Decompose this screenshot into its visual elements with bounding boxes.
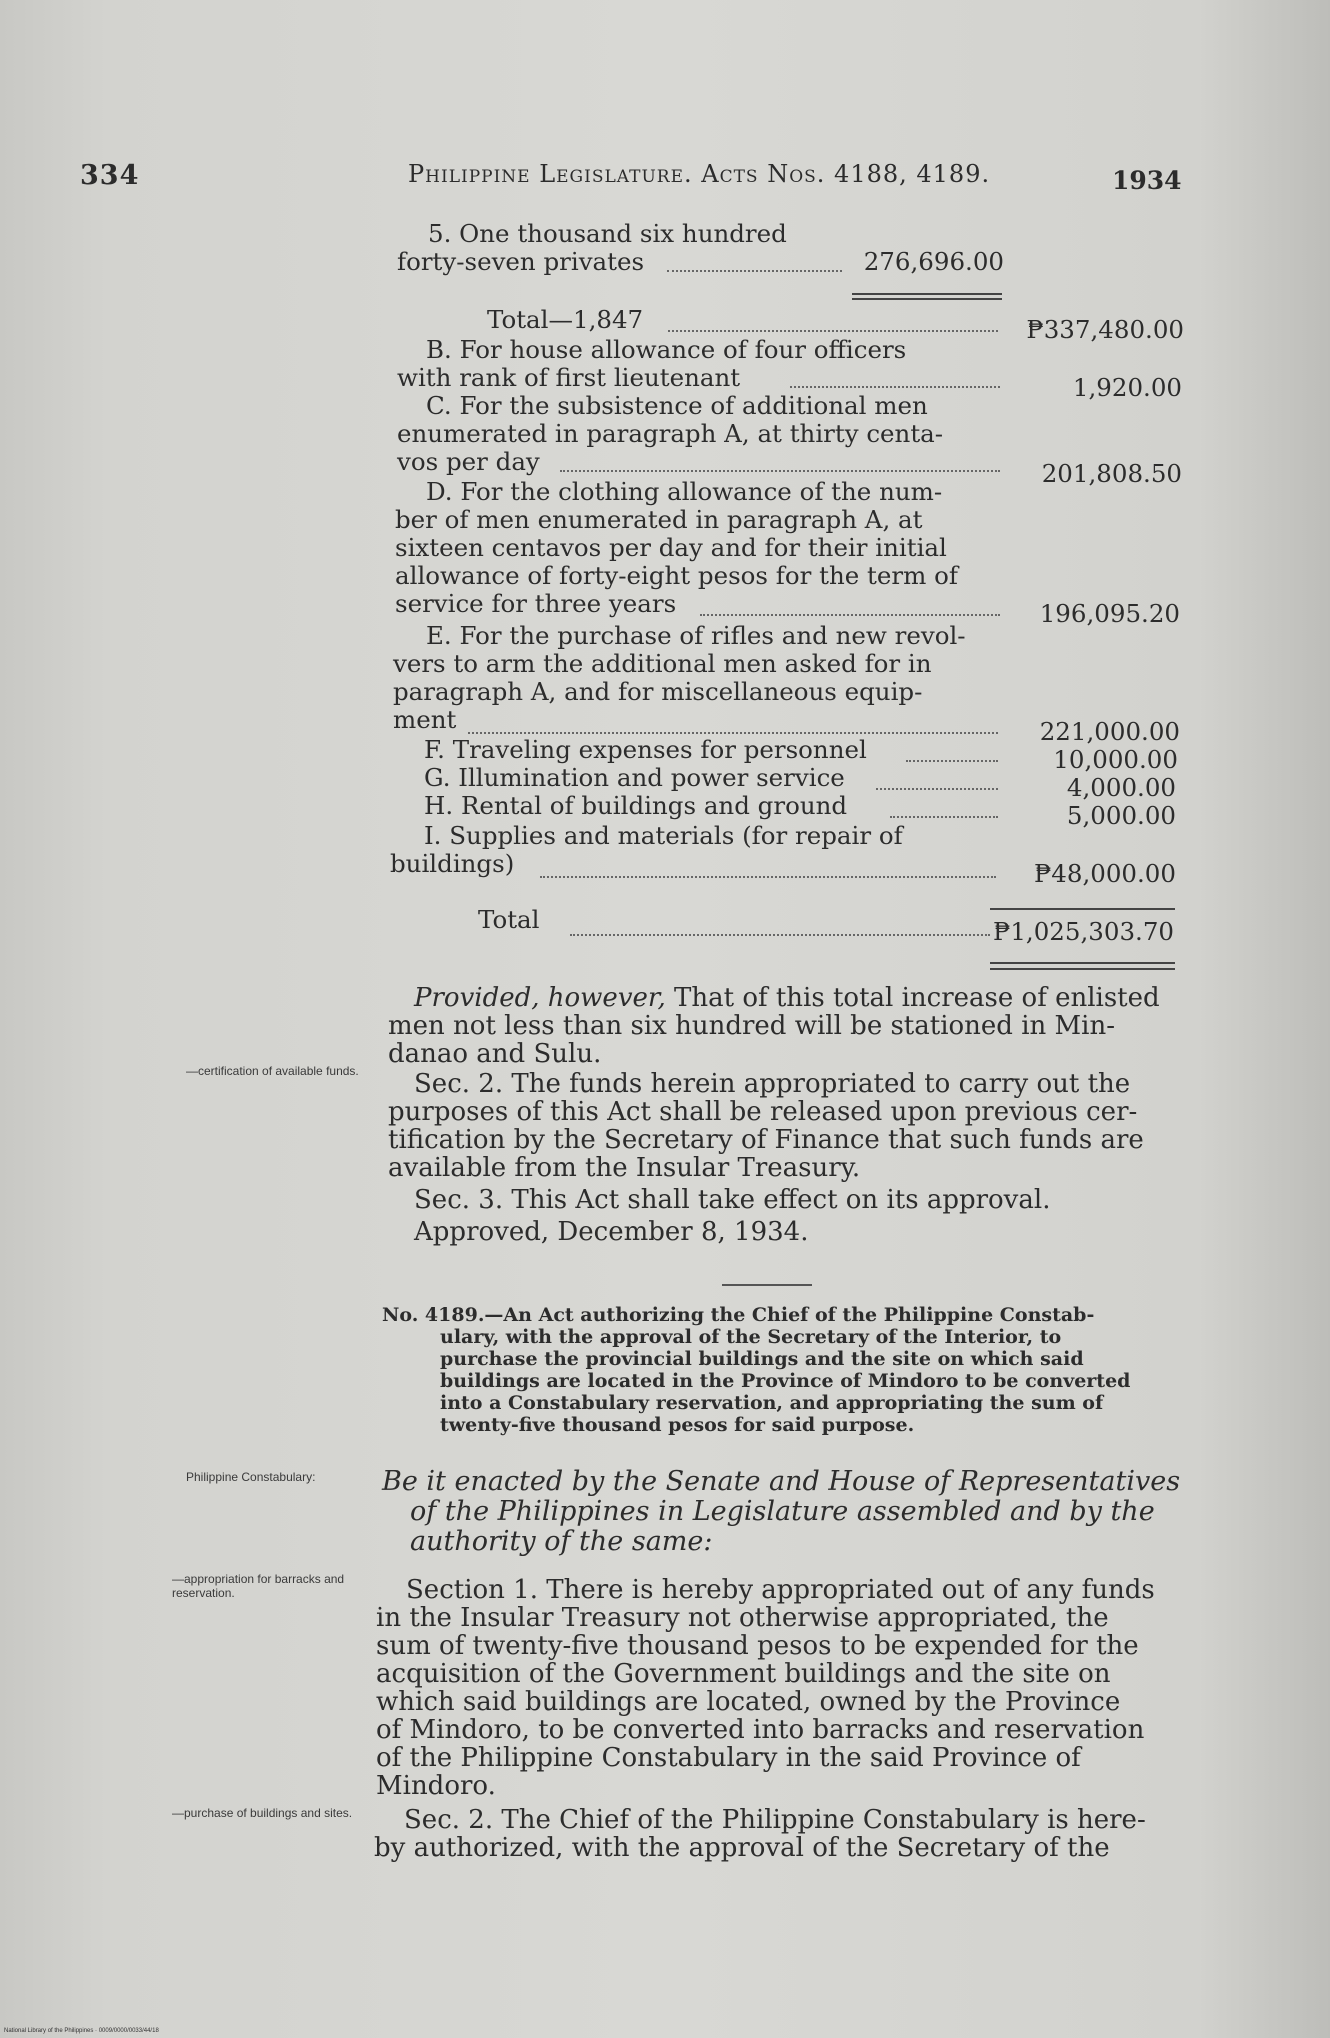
total-1847-label: Total—1,847	[487, 305, 644, 334]
item-i-line1: I. Supplies and materials (for repair of	[424, 821, 903, 850]
leader-dots	[570, 934, 990, 936]
item-f-amount: 10,000.00	[1053, 745, 1178, 774]
leader-dots	[468, 732, 998, 734]
grand-total-label: Total	[478, 905, 540, 934]
act4189-title-line5: into a Constabulary reservation, and appropriating the sum of	[440, 1392, 1104, 1414]
item-5-line2: forty-seven privates	[397, 247, 645, 276]
leader-dots	[668, 330, 998, 332]
item-5-amount: 276,696.00	[863, 247, 1004, 276]
item-c-amount: 201,808.50	[1041, 459, 1182, 488]
item-b-line2: with rank of first lieutenant	[397, 363, 741, 392]
item-e-line4: ment	[393, 705, 457, 734]
proviso-line2: men not less than six hundred will be stationed in Min-	[388, 1011, 1116, 1041]
enacting-clause-line1: Be it enacted by the Senate and House of Representatives	[382, 1466, 1181, 1497]
subtotal-rule	[852, 293, 1002, 295]
item-d-amount: 196,095.20	[1039, 599, 1180, 628]
act4189-title-line2: ulary, with the approval of the Secretary of the Interior, to	[440, 1326, 1062, 1348]
scan-credit: National Library of the Philippines · 0009/0000/0033/44/18	[4, 2028, 159, 2034]
leader-dots	[876, 788, 998, 790]
item-e-amount: 221,000.00	[1039, 717, 1180, 746]
leader-dots	[560, 470, 1000, 472]
item-d-line4: allowance of forty-eight pesos for the term of	[395, 561, 958, 590]
item-d-line2: ber of men enumerated in paragraph A, at	[395, 505, 923, 534]
act4188-sec2-line2: purposes of this Act shall be released upon previous cer-	[388, 1097, 1138, 1127]
margin-note-appropriation: —appropriation for barracks and reservation.	[172, 1572, 345, 1600]
act4189-sec1-line7: of the Philippine Constabulary in the said Province of	[376, 1743, 1081, 1773]
approval-date: Approved, December 8, 1934.	[414, 1217, 809, 1247]
item-i-amount: ₱48,000.00	[1034, 859, 1176, 888]
act4189-title-line1: No. 4189.—An Act authorizing the Chief of the Philippine Constab-	[382, 1304, 1095, 1326]
item-f-line: F. Traveling expenses for personnel	[424, 735, 867, 764]
item-d-line3: sixteen centavos per day and for their initial	[395, 533, 947, 562]
section-divider	[722, 1284, 812, 1286]
leader-dots	[667, 270, 842, 272]
leader-dots	[906, 760, 998, 762]
act4188-sec2-line4: available from the Insular Treasury.	[388, 1153, 861, 1183]
act4189-sec1-line6: of Mindoro, to be converted into barracks and reservation	[376, 1715, 1145, 1745]
item-d-line1: D. For the clothing allowance of the num-	[426, 477, 943, 506]
proviso-line1	[414, 984, 1160, 1012]
total-1847-amount: ₱337,480.00	[1026, 315, 1184, 344]
item-g-line: G. Illumination and power service	[424, 763, 845, 792]
running-title	[408, 160, 990, 188]
proviso-lead: Provided, however,	[414, 983, 666, 1013]
act4189-sec1-line5: which said buildings are located, owned by the Province	[376, 1687, 1121, 1717]
act4189-sec1-line1: Section 1. There is hereby appropriated out of any funds	[406, 1575, 1155, 1605]
margin-note-purchase: —purchase of buildings and sites.	[172, 1806, 353, 1820]
item-d-line5: service for three years	[395, 589, 677, 618]
item-h-line: H. Rental of buildings and ground	[424, 791, 848, 820]
act4189-sec1-line8: Mindoro.	[376, 1771, 496, 1801]
act4189-sec2-line1: Sec. 2. The Chief of the Philippine Constabulary is here-	[404, 1805, 1146, 1835]
act4189-sec2-line2: by authorized, with the approval of the Secretary of the	[374, 1833, 1110, 1863]
page-number: 334	[80, 160, 140, 191]
grand-total-rule	[990, 962, 1175, 964]
item-c-line1: C. For the subsistence of additional men	[426, 391, 928, 420]
item-e-line3: paragraph A, and for miscellaneous equip-	[393, 677, 923, 706]
running-title-text: Philippine Legislature. Acts Nos. 4188, 4189.	[408, 160, 991, 188]
leader-dots	[890, 816, 998, 818]
act4189-sec1-line4: acquisition of the Government buildings and the site on	[376, 1659, 1111, 1689]
leader-dots	[700, 614, 1000, 616]
act4189-sec1-line3: sum of twenty-five thousand pesos to be expended for the	[376, 1631, 1139, 1661]
item-b-line1: B. For house allowance of four officers	[426, 335, 907, 364]
item-e-line2: vers to arm the additional men asked for in	[393, 649, 932, 678]
proviso-line3: danao and Sulu.	[388, 1039, 602, 1069]
margin-note-constabulary: Philippine Constabulary:	[186, 1470, 316, 1484]
item-e-line1: E. For the purchase of rifles and new revol-	[426, 621, 966, 650]
item-c-line3: vos per day	[397, 447, 540, 476]
act4189-title-line4: buildings are located in the Province of Mindoro to be converted	[440, 1370, 1131, 1392]
leader-dots	[790, 386, 1000, 388]
proviso-text: That of this total increase of enlisted	[674, 983, 1160, 1013]
item-h-amount: 5,000.00	[1066, 801, 1176, 830]
enacting-clause-line3: authority of the same:	[410, 1526, 713, 1557]
margin-note-certification: —certification of available funds.	[186, 1064, 359, 1078]
subtotal-rule-2	[852, 298, 1002, 300]
act4189-sec1-line2: in the Insular Treasury not otherwise appropriated, the	[376, 1603, 1109, 1633]
item-i-line2: buildings)	[390, 849, 515, 878]
act4188-sec2-line1: Sec. 2. The funds herein appropriated to carry out the	[414, 1069, 1131, 1099]
grand-total-rule-2	[990, 968, 1175, 970]
leader-dots	[540, 876, 996, 878]
item-b-amount: 1,920.00	[1072, 373, 1182, 402]
item-g-amount: 4,000.00	[1066, 773, 1176, 802]
act4188-sec3: Sec. 3. This Act shall take effect on its approval.	[414, 1185, 1051, 1215]
act4188-sec2-line3: tification by the Secretary of Finance that such funds are	[388, 1125, 1144, 1155]
grand-total-amount: ₱1,025,303.70	[993, 917, 1174, 946]
act4189-title-line6: twenty-five thousand pesos for said purpose.	[440, 1414, 915, 1436]
item-c-line2: enumerated in paragraph A, at thirty centa-	[397, 419, 944, 448]
total-rule	[990, 908, 1175, 910]
running-year: 1934	[1112, 166, 1182, 195]
enacting-clause-line2: of the Philippines in Legislature assembled and by the	[410, 1496, 1155, 1527]
act4189-title-line3: purchase the provincial buildings and the site on which said	[440, 1348, 1084, 1370]
item-5-line1: 5. One thousand six hundred	[428, 219, 787, 248]
